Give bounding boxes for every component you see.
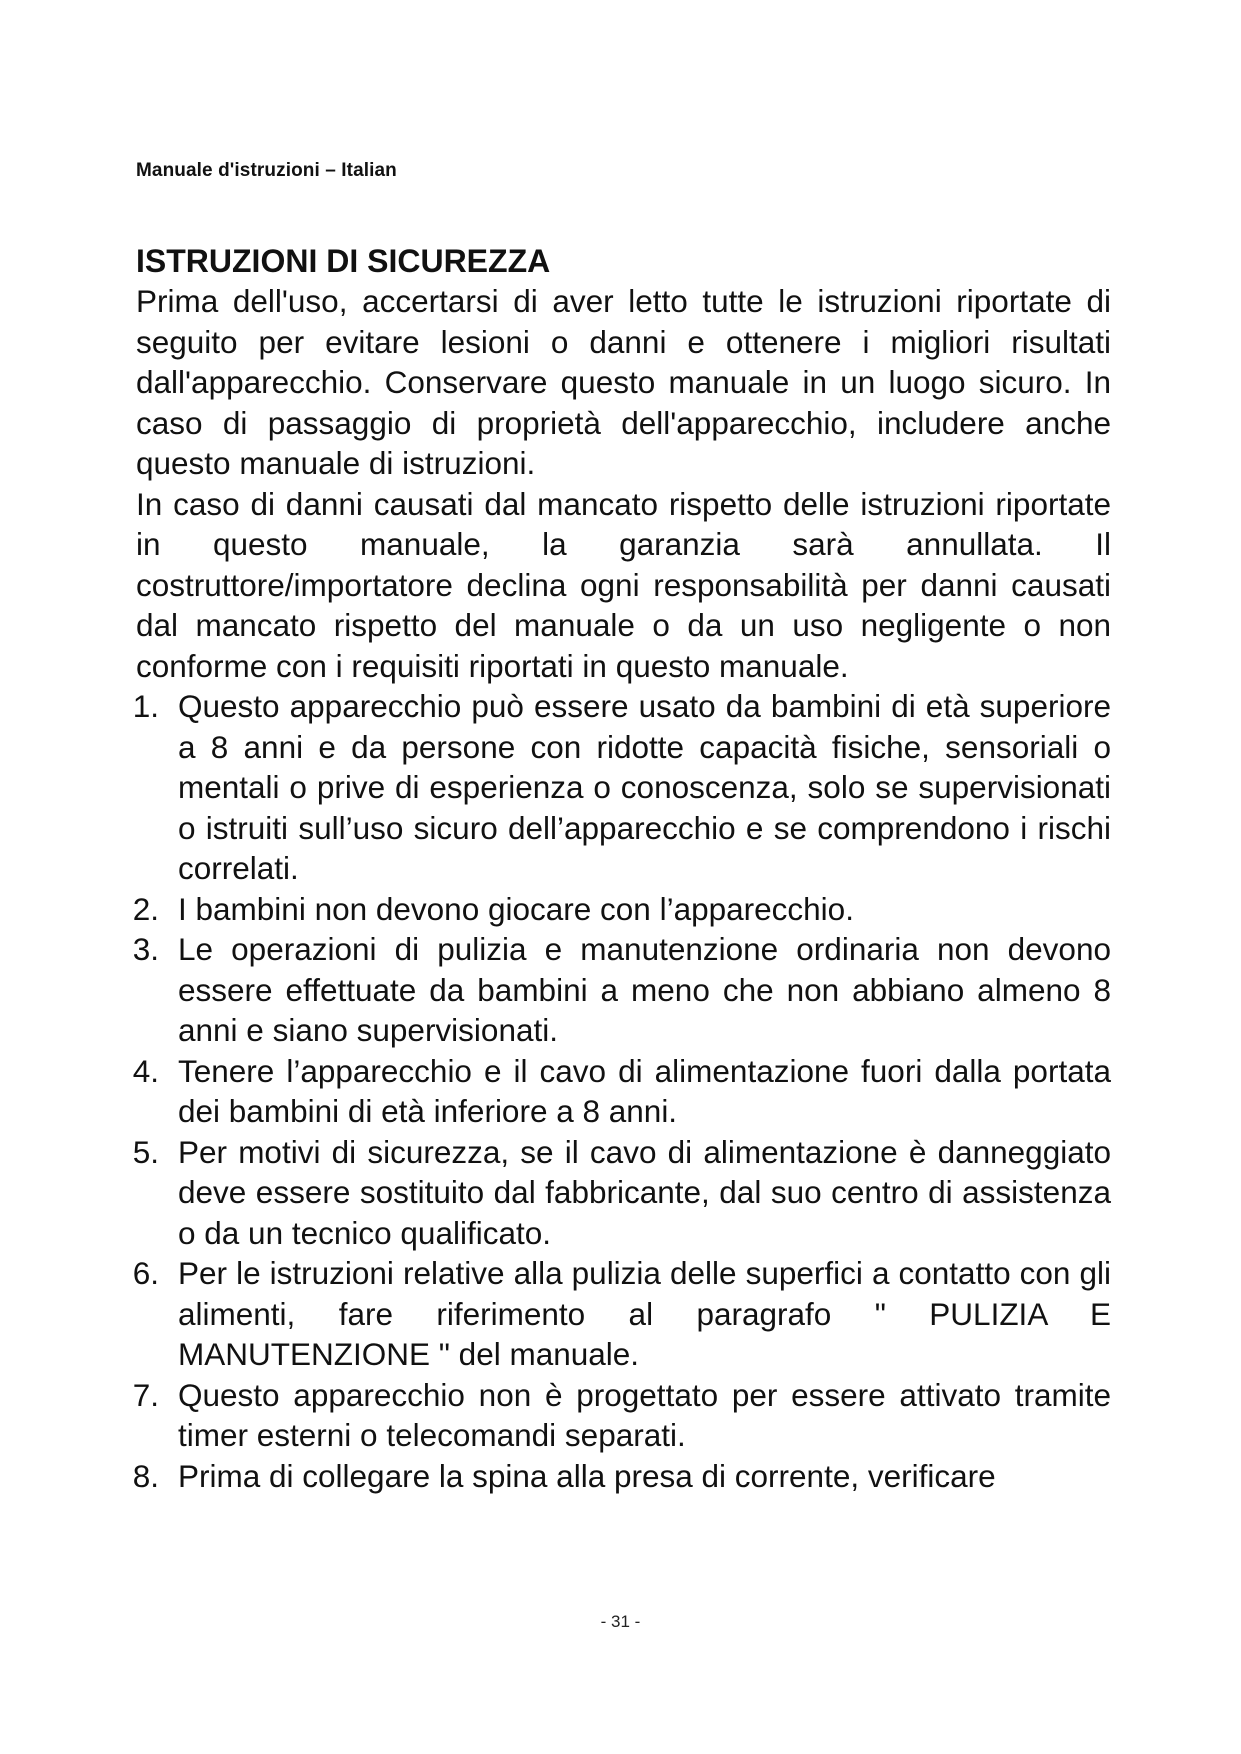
section-title: ISTRUZIONI DI SICUREZZA xyxy=(136,243,551,279)
list-item-text: Questo apparecchio non è progettato per essere attivato tramite timer esterni o telecomandi separati. xyxy=(178,1376,1111,1453)
list-item xyxy=(132,1132,1111,1254)
list-item-text: Questo apparecchio può essere usato da bambini di età superiore a 8 anni e da persone con ridotte capacità fisiche, sensoriali o mentali o prive di esperienza o conoscenza, solo se supervisionati o istruiti sull’uso sicuro dell’apparecchio e se comprendono i rischi correlati. xyxy=(178,688,1111,886)
safety-rules-list xyxy=(132,686,1111,1496)
list-item-text: I bambini non devono giocare con l’apparecchio. xyxy=(178,890,854,927)
safety-section xyxy=(132,241,1111,1496)
page-number: - 31 - xyxy=(600,1612,641,1631)
list-item-number: 5. xyxy=(132,1133,159,1170)
list-item-number: 8. xyxy=(132,1457,159,1494)
list-item-text: Per motivi di sicurezza, se il cavo di alimentazione è danneggiato deve essere sostituito dal fabbricante, dal suo centro di assistenza o da un tecnico qualificato. xyxy=(178,1133,1111,1251)
list-item-number: 1. xyxy=(132,688,159,724)
list-item-number: 2. xyxy=(132,890,159,927)
warranty-paragraph: In caso di danni causati dal mancato rispetto delle istruzioni riportate in questo manuale, la garanzia sarà annullata. Il costruttore/importatore declina ogni responsabilità per danni causati dal mancato rispetto del manuale o da un uso negligente o non conforme con i requisiti riportati in questo manuale. xyxy=(136,485,1111,684)
list-item-text: Le operazioni di pulizia e manutenzione ordinaria non devono essere effettuate da bambini a meno che non abbiano almeno 8 anni e siano supervisionati. xyxy=(178,931,1111,1048)
list-item xyxy=(132,1375,1111,1456)
list-item-number: 3. xyxy=(132,931,159,967)
list-item xyxy=(132,686,1111,889)
list-item-text: Tenere l’apparecchio e il cavo di alimentazione fuori dalla portata dei bambini di età inferiore a 8 anni. xyxy=(178,1052,1111,1129)
document-header: Manuale d'istruzioni – Italian xyxy=(136,160,397,181)
list-item-number: 6. xyxy=(132,1255,159,1291)
list-item-text: Per le istruzioni relative alla pulizia delle superfici a contatto con gli alimenti, fare riferimento al paragrafo " PULIZIA E MANUTENZIONE " del manuale. xyxy=(178,1255,1111,1372)
list-item xyxy=(132,889,1111,930)
list-item xyxy=(132,1051,1111,1132)
list-item-text: Prima di collegare la spina alla presa di corrente, verificare xyxy=(178,1457,996,1494)
list-item xyxy=(132,1456,1111,1497)
list-item xyxy=(132,929,1111,1051)
list-item-number: 4. xyxy=(132,1052,159,1089)
list-item xyxy=(132,1253,1111,1375)
intro-paragraph: Prima dell'uso, accertarsi di aver letto tutte le istruzioni riportate di seguito per evitare lesioni o danni e ottenere i migliori risultati dall'apparecchio. Conservare questo manuale in un luogo sicuro. In caso di passaggio di proprietà dell'apparecchio, includere anche questo manuale di istruzioni. xyxy=(136,283,1111,481)
list-item-number: 7. xyxy=(132,1376,159,1413)
